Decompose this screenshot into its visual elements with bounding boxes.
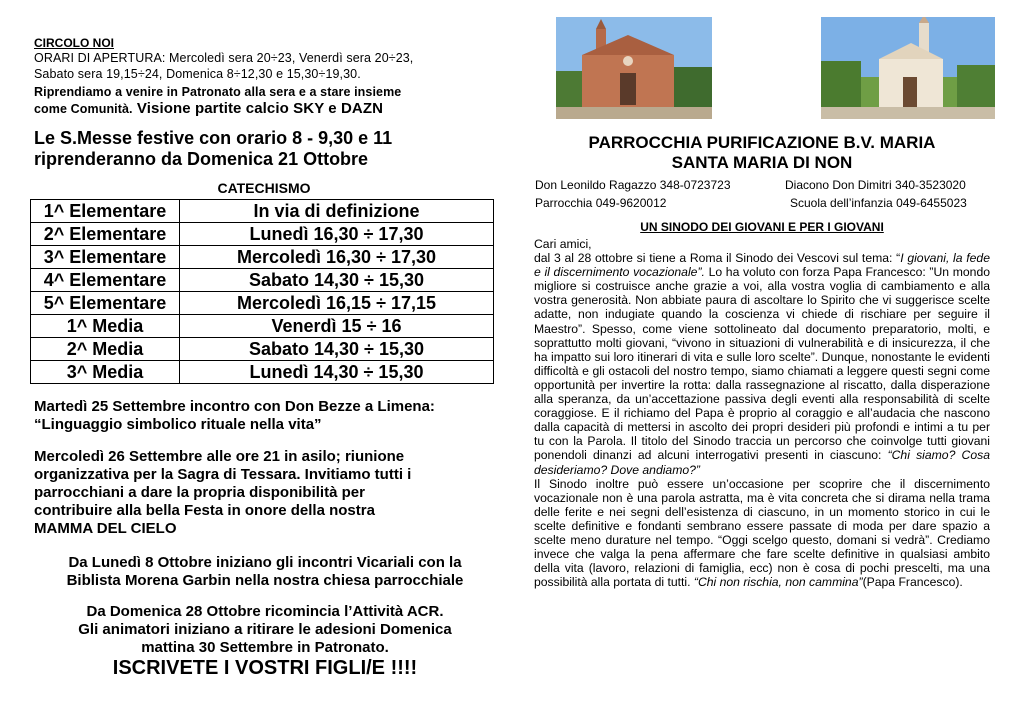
sinodo-title: UN SINODO DEI GIOVANI E PER I GIOVANI bbox=[640, 220, 884, 234]
church-photo-2 bbox=[821, 17, 995, 119]
circolo-community: come Comunità. bbox=[34, 102, 133, 116]
messe-line1: Le S.Messe festive con orario 8 - 9,30 e 11 bbox=[34, 128, 393, 148]
p1-text-b: Lo ha voluto con forza Papa Francesco: ”Un mondo migliore si costruisce anche grazie a voi, alla vostra voglia di cambiamento e alla vostra generosità. Non abbiate paura di ascoltare lo Spirito che vi suggerisce scelte adatte, non indugiate quando la coscienza vi chiede di rischiare per seguire il Maestro”. Spesso, come viene sottolineato dal documento preparatorio, molti, e soprattutto molti giovani, “vivono in situazioni di vulnerabilità e di insicurezza, il che ha impatto sui loro itinerari di vita e sulle loro scelte”. Dunque, nonostante le evidenti difficoltà e gli ostacoli del nostro tempo, siamo chiamati a leggere questi segni come opportunità per invertire la rotta: dalla rassegnazione al riscatto, dalla disperazione alla speranza, da un’accettazione passiva degli eventi alla responsabilità di scelte coraggiose. E il richiamo del Papa è proprio al coraggio e all’audacia che nascono dalla capacità di mettersi in ascolto dei propri desideri più profondi e intimi a tu per tu con la Parola. Il titolo del Sinodo traccia un percorso che coinvolge tutti giovani ponendoli dinanzi ad alcuni interrogativi presenti in ciascuno: bbox=[534, 265, 990, 463]
circolo-hours-line2: Sabato sera 19,15÷24, Domenica 8÷12,30 e 15,30÷19,30. bbox=[34, 67, 361, 81]
p2-text-b: (Papa Francesco). bbox=[862, 575, 963, 590]
table-row bbox=[31, 315, 494, 338]
notice-iscrivete: ISCRIVETE I VOSTRI FIGLI/E !!!! bbox=[112, 657, 418, 679]
notice-line: Gli animatori iniziano a ritirare le adesioni Domenica bbox=[78, 621, 452, 638]
circolo-line4 bbox=[34, 101, 492, 117]
parish-name-line2: SANTA MARIA DI NON bbox=[671, 153, 853, 172]
notice-line: Martedì 25 Settembre incontro con Don Bezze a Limena: bbox=[34, 398, 435, 415]
notice-line: Mercoledì 26 Settembre alle ore 21 in asilo; riunione bbox=[34, 448, 405, 465]
table-row bbox=[31, 361, 494, 384]
catechismo-table bbox=[30, 199, 494, 384]
parish-name-line1: PARROCCHIA PURIFICAZIONE B.V. MARIA bbox=[588, 133, 936, 152]
p1-text-a: dal 3 al 28 ottobre si tiene a Roma il Sinodo dei Vescovi sul tema: “ bbox=[534, 251, 901, 266]
deacon-contact: Diacono Don Dimitri 340-3523020 bbox=[785, 178, 966, 192]
table-row bbox=[31, 269, 494, 292]
notice-line: parrocchiani a dare la propria disponibilità per bbox=[34, 484, 365, 501]
class-cell: 1^ Media bbox=[31, 315, 180, 338]
notice-line: organizzativa per la Sagra di Tessara. Invitiamo tutti i bbox=[34, 466, 412, 483]
notice-line: mattina 30 Settembre in Patronato. bbox=[141, 639, 389, 656]
circolo-line3: Riprendiamo a venire in Patronato alla sera e a stare insieme bbox=[34, 85, 402, 99]
parish-name bbox=[532, 133, 992, 173]
p2-quote: “Chi non rischia, non cammina” bbox=[693, 575, 863, 590]
messe-notice bbox=[34, 128, 494, 170]
table-row bbox=[31, 292, 494, 315]
circolo-title: CIRCOLO NOI bbox=[34, 36, 114, 50]
time-cell: Mercoledì 16,15 ÷ 17,15 bbox=[180, 292, 494, 315]
class-cell: 2^ Media bbox=[31, 338, 180, 361]
class-cell: 1^ Elementare bbox=[31, 200, 180, 223]
time-cell: Sabato 14,30 ÷ 15,30 bbox=[180, 269, 494, 292]
parish-phone: Parrocchia 049-9620012 bbox=[535, 196, 667, 210]
time-cell: Mercoledì 16,30 ÷ 17,30 bbox=[180, 246, 494, 269]
circolo-sky-dazn: Visione partite calcio SKY e DAZN bbox=[132, 100, 384, 117]
greeting: Cari amici, bbox=[534, 237, 592, 251]
notice-don-bezze bbox=[34, 398, 496, 434]
notice-line: “Linguaggio simbolico rituale nella vita” bbox=[34, 416, 322, 433]
p2-text-a: Il Sinodo inoltre può essere un’occasione per scoprire che il discernimento vocazionale non è una parola astratta, ma è vita concreta che si dirama nella trama delle ferite e nei segni dell’esistenza di ciascuno, in un momento storico in cui le scelte definitive e fondanti sembrano essere passate di moda per dare spazio a scelte meno durature nel tempo. “Oggi scelgo questo, domani si vedrà”. Crediamo invece che valga la pena affermare che fare scelte definitive in qualsiasi ambito della vita (lavoro, relazioni di famiglia, ecc) non è cosa di pochi prescelti, ma una possibilità alla portata di tutti. bbox=[534, 476, 990, 590]
table-row bbox=[31, 338, 494, 361]
notice-acr bbox=[34, 603, 496, 679]
time-cell: Sabato 14,30 ÷ 15,30 bbox=[180, 338, 494, 361]
table-row bbox=[31, 223, 494, 246]
circolo-hours-line1: ORARI DI APERTURA: Mercoledì sera 20÷23, Venerdì sera 20÷23, bbox=[34, 51, 414, 65]
notice-sagra bbox=[34, 448, 496, 538]
notice-line: contribuire alla bella Festa in onore della nostra bbox=[34, 502, 375, 519]
priest-contact: Don Leonildo Ragazzo 348-0723723 bbox=[535, 178, 731, 192]
time-cell: In via di definizione bbox=[180, 200, 494, 223]
class-cell: 3^ Media bbox=[31, 361, 180, 384]
church-illustration-2 bbox=[821, 17, 995, 119]
article-paragraph-2 bbox=[534, 477, 990, 590]
class-cell: 4^ Elementare bbox=[31, 269, 180, 292]
church-illustration-1 bbox=[556, 17, 712, 119]
p1-questions: “Chi siamo? Cosa desideriamo? Dove andiamo?” bbox=[534, 448, 990, 477]
notice-line: Biblista Morena Garbin nella nostra chiesa parrocchiale bbox=[66, 572, 464, 589]
article-paragraph-1 bbox=[534, 251, 990, 477]
class-cell: 5^ Elementare bbox=[31, 292, 180, 315]
time-cell: Venerdì 15 ÷ 16 bbox=[180, 315, 494, 338]
time-cell: Lunedì 14,30 ÷ 15,30 bbox=[180, 361, 494, 384]
class-cell: 2^ Elementare bbox=[31, 223, 180, 246]
sinodo-article bbox=[534, 237, 990, 589]
notice-line: MAMMA DEL CIELO bbox=[34, 520, 177, 537]
class-cell: 3^ Elementare bbox=[31, 246, 180, 269]
time-cell: Lunedì 16,30 ÷ 17,30 bbox=[180, 223, 494, 246]
church-photo-1 bbox=[556, 17, 712, 119]
notice-vicariali bbox=[34, 554, 496, 590]
notice-line: Da Domenica 28 Ottobre ricomincia l’Attività ACR. bbox=[86, 603, 444, 620]
catechismo-title: CATECHISMO bbox=[217, 180, 311, 196]
table-row bbox=[31, 200, 494, 223]
notice-line: Da Lunedì 8 Ottobre iniziano gli incontri Vicariali con la bbox=[68, 554, 462, 571]
table-row bbox=[31, 246, 494, 269]
school-phone: Scuola dell’infanzia 049-6455023 bbox=[790, 196, 967, 210]
p1-synod-theme: I giovani, la fede e il discernimento vocazionale”. bbox=[534, 251, 990, 280]
messe-line2: riprenderanno da Domenica 21 Ottobre bbox=[34, 149, 369, 169]
